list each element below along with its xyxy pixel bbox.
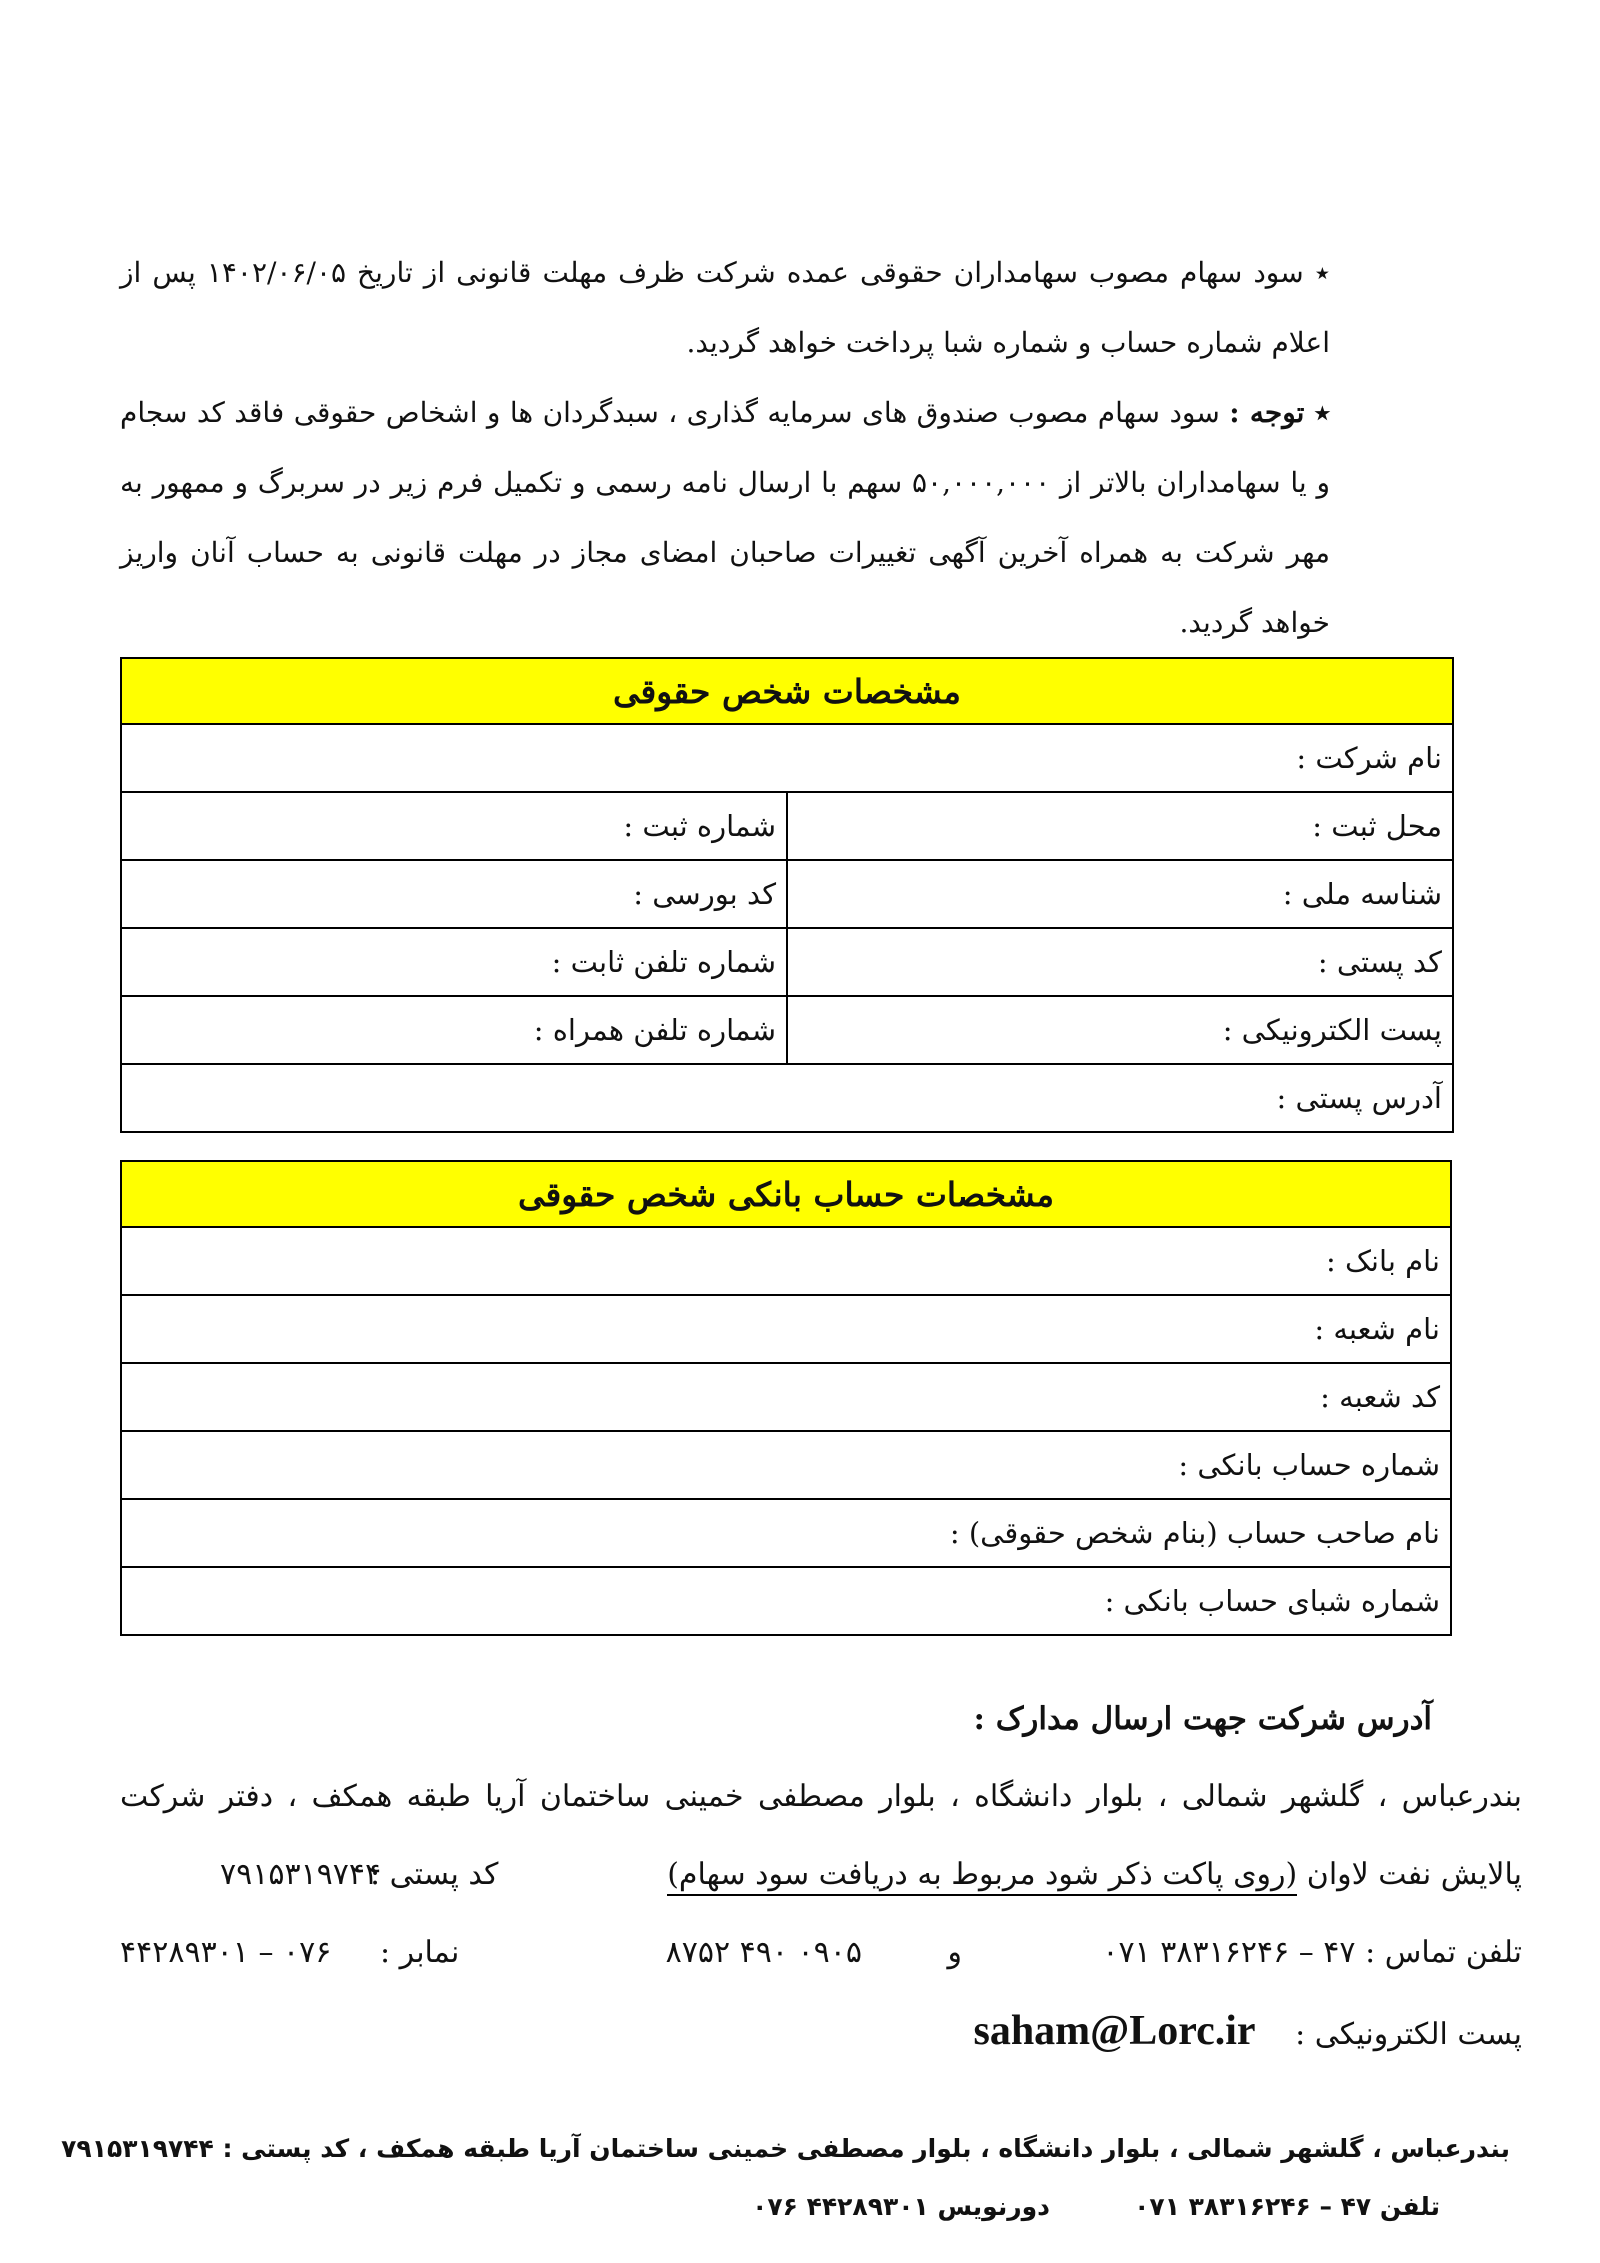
bank-account-table	[120, 1160, 1452, 1636]
address-line-2	[120, 1836, 1522, 1914]
registration-number-field[interactable]: شماره ثبت :	[121, 792, 787, 860]
address-title: آدرس شرکت جهت ارسال مدارک :	[973, 1701, 1432, 1737]
email-field[interactable]: پست الکترونیکی :	[787, 996, 1453, 1064]
email-address-link[interactable]: saham@Lorc.ir	[973, 2008, 1256, 2054]
bank-name-field[interactable]: نام بانک :	[121, 1227, 1451, 1295]
phone-label: تلفن تماس :	[1365, 1935, 1522, 1970]
email-label: پست الکترونیکی :	[1295, 2017, 1522, 2052]
registration-place-field[interactable]: محل ثبت :	[787, 792, 1453, 860]
national-id-field[interactable]: شناسه ملی :	[787, 860, 1453, 928]
footer-fax: دورنویس ۴۴۲۸۹۳۰۱ ۰۷۶	[752, 2192, 1050, 2221]
footer-phone: تلفن ۴۷ – ۳۸۳۱۶۲۴۶ ۰۷۱	[1134, 2192, 1440, 2221]
phone-value: ۴۷ – ۳۸۳۱۶۲۴۶ ۰۷۱	[1102, 1935, 1356, 1970]
envelope-note: (روی پاکت ذکر شود مربوط به دریافت سود سهام)	[667, 1857, 1297, 1896]
attention-text: سود سهام مصوب صندوق های سرمایه گذاری ، سبدگردان ها و اشخاص حقوقی فاقد کد سجام و یا سهامداران بالاتر از ۵۰,۰۰۰,۰۰۰ سهم با ارسال نامه رسمی و تکمیل فرم زیر در سربرگ و ممهور به مهر شرکت به همراه آخرین آگهی تغییرات صاحبان امضای مجاز در مهلت قانونی به حساب آنان واریز خواهد گردید.	[120, 396, 1331, 639]
mobile-value: ۰۹۰۵ ۴۹۰ ۸۷۵۲	[665, 1935, 862, 1970]
postal-code-field[interactable]: کد پستی :	[787, 928, 1453, 996]
exchange-code-field[interactable]: کد بورسی :	[121, 860, 787, 928]
email-line	[120, 1992, 1522, 2070]
contact-line	[120, 1914, 1522, 1992]
postal-code-value: ۷۹۱۵۳۱۹۷۴۴	[220, 1857, 382, 1892]
intro-paragraph-1: ٭ سود سهام مصوب سهامداران حقوقی عمده شرکت ظرف مهلت قانونی از تاریخ ۱۴۰۲/۰۶/۰۵ پس از اعلام شماره حساب و شماره شبا پرداخت خواهد گردید.	[120, 256, 1330, 359]
footer-contact	[150, 2178, 1510, 2236]
company-name-field[interactable]: نام شرکت :	[121, 724, 1453, 792]
branch-code-field[interactable]: کد شعبه :	[121, 1363, 1451, 1431]
address-line-1: بندرعباس ، گلشهر شمالی ، بلوار دانشگاه ، بلوار مصطفی خمینی ساختمان آریا طبقه همکف ، دفتر شرکت	[120, 1779, 1522, 1814]
postal-code-label: کد پستی :	[370, 1857, 499, 1892]
landline-field[interactable]: شماره تلفن ثابت :	[121, 928, 787, 996]
postal-address-field[interactable]: آدرس پستی :	[121, 1064, 1453, 1132]
legal-entity-table	[120, 657, 1454, 1133]
fax-label: نمابر :	[380, 1935, 460, 1970]
legal-entity-header: مشخصات شخص حقوقی	[121, 658, 1453, 724]
branch-name-field[interactable]: نام شعبه :	[121, 1295, 1451, 1363]
intro-paragraph-2	[120, 378, 1330, 658]
account-number-field[interactable]: شماره حساب بانکی :	[121, 1431, 1451, 1499]
mobile-field[interactable]: شماره تلفن همراه :	[121, 996, 787, 1064]
company-name-text: پالایش نفت لاوان	[1306, 1857, 1522, 1892]
sheba-number-field[interactable]: شماره شبای حساب بانکی :	[121, 1567, 1451, 1635]
bank-account-header: مشخصات حساب بانکی شخص حقوقی	[121, 1161, 1451, 1227]
company-address-section	[120, 1680, 1522, 2070]
intro-notes	[120, 238, 1330, 658]
attention-label: ٭ توجه :	[1229, 396, 1331, 429]
page-footer	[61, 2120, 1510, 2236]
and-text: و	[947, 1935, 962, 1970]
fax-value: ۰۷۶ – ۴۴۲۸۹۳۰۱	[120, 1935, 332, 1970]
footer-address: بندرعباس ، گلشهر شمالی ، بلوار دانشگاه ، بلوار مصطفی خمینی ساختمان آریا طبقه همکف ، کد پستی : ۷۹۱۵۳۱۹۷۴۴	[61, 2134, 1510, 2163]
account-holder-field[interactable]: نام صاحب حساب (بنام شخص حقوقی) :	[121, 1499, 1451, 1567]
